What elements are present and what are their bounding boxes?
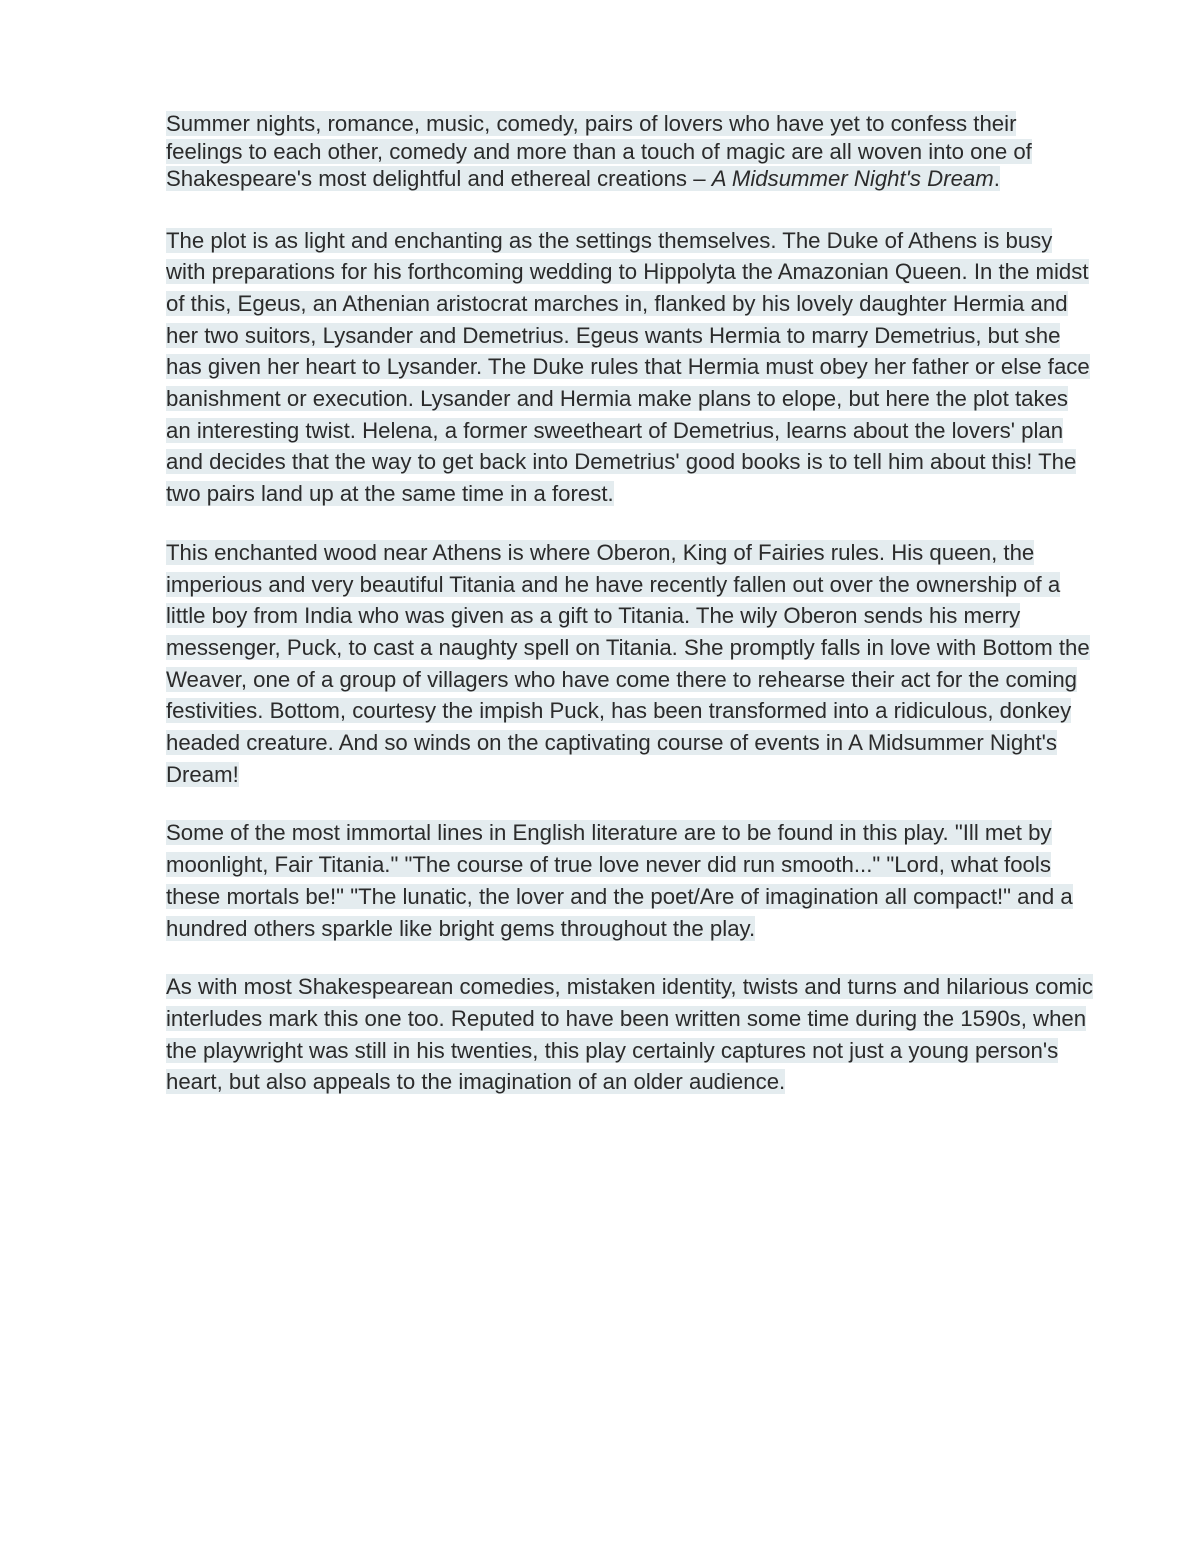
paragraph-comedies-text: As with most Shakespearean comedies, mistaken identity, twists and turns and hilarious comic interludes mark this one too. Reputed to have been written some time during the 1590s, when the playwright was still in his twenties, this play certainly captures not just a young person's heart, but also appeals to the imagination of an older audience. bbox=[166, 974, 1093, 1095]
paragraph-intro bbox=[166, 110, 1096, 193]
paragraph-spacer bbox=[166, 944, 1096, 971]
paragraph-immortal-lines-text: Some of the most immortal lines in English literature are to be found in this play. "Ill met by moonlight, Fair Titania." "The course of true love never did run smooth..." "Lord, what fools these mortals be!" "The lunatic, the lover and the poet/Are of imagination all compact!" and a hundred others sparkle like bright gems throughout the play. bbox=[166, 820, 1073, 941]
play-title-italic: A Midsummer Night's Dream bbox=[711, 166, 994, 191]
paragraph-intro-highlight bbox=[166, 111, 1032, 191]
paragraph-spacer bbox=[166, 510, 1096, 537]
paragraph-comedies bbox=[166, 971, 1096, 1098]
paragraph-intro-end: . bbox=[993, 166, 1000, 191]
paragraph-enchanted-wood bbox=[166, 537, 1096, 791]
paragraph-spacer bbox=[166, 193, 1096, 225]
document-body bbox=[166, 110, 1096, 1098]
paragraph-plot bbox=[166, 225, 1096, 510]
paragraph-enchanted-wood-text: This enchanted wood near Athens is where Oberon, King of Fairies rules. His queen, the imperious and very beautiful Titania and he have recently fallen out over the ownership of a little boy from India who was given as a gift to Titania. The wily Oberon sends his merry messenger, Puck, to cast a naughty spell on Titania. She promptly falls in love with Bottom the Weaver, one of a group of villagers who have come there to rehearse their act for the coming festivities. Bottom, courtesy the impish Puck, has been transformed into a ridiculous, donkey headed creature. And so winds on the captivating course of events in A Midsummer Night's Dream! bbox=[166, 539, 1090, 787]
paragraph-spacer bbox=[166, 790, 1096, 817]
paragraph-plot-text: The plot is as light and enchanting as the settings themselves. The Duke of Athens is busy with preparations for his forthcoming wedding to Hippolyta the Amazonian Queen. In the midst of this, Egeus, an Athenian aristocrat marches in, flanked by his lovely daughter Hermia and her two suitors, Lysander and Demetrius. Egeus wants Hermia to marry Demetrius, but she has given her heart to Lysander. The Duke rules that Hermia must obey her father or else face banishment or execution. Lysander and Hermia make plans to elope, but here the plot takes an interesting twist. Helena, a former sweetheart of Demetrius, learns about the lovers' plan and decides that the way to get back into Demetrius' good books is to tell him about this! The two pairs land up at the same time in a forest. bbox=[166, 227, 1090, 507]
paragraph-intro-text: Summer nights, romance, music, comedy, pairs of lovers who have yet to confess their feelings to each other, comedy and more than a touch of magic are all woven into one of Shakespeare's most delightful and ethereal creations – bbox=[166, 111, 1032, 191]
paragraph-immortal-lines bbox=[166, 817, 1096, 944]
